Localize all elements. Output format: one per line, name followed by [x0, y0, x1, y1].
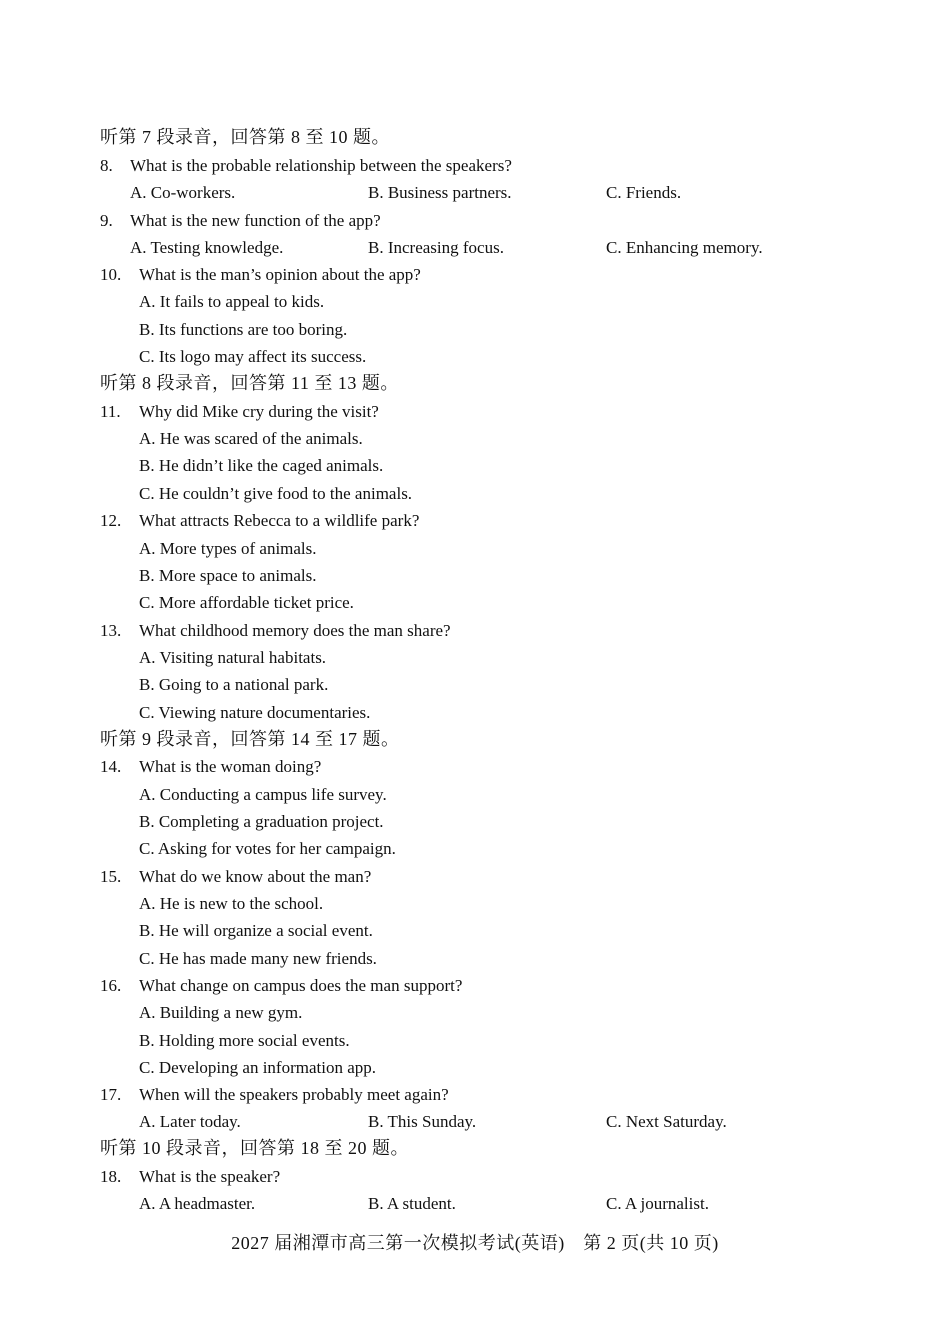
option-c: C. Asking for votes for her campaign. [139, 839, 396, 858]
option-b: B. Business partners. [368, 183, 512, 202]
option-a: A. Building a new gym. [139, 1003, 303, 1022]
question-text: Why did Mike cry during the visit? [139, 402, 379, 421]
question-11 [100, 398, 379, 425]
option-c: C. A journalist. [606, 1194, 709, 1213]
option-a: A. He is new to the school. [139, 894, 324, 913]
question-number: 15. [100, 867, 122, 886]
option-a: A. Later today. [139, 1112, 241, 1131]
option-a: A. It fails to appeal to kids. [139, 292, 325, 311]
option-b: B. A student. [368, 1194, 456, 1213]
question-number: 12. [100, 511, 122, 530]
option-b: B. This Sunday. [368, 1112, 477, 1131]
option-b: B. Holding more social events. [139, 1031, 350, 1050]
option-row [0, 1190, 950, 1217]
question-text: What is the man’s opinion about the app? [139, 265, 421, 284]
question-text: What change on campus does the man support? [139, 976, 463, 995]
option-c: C. Friends. [606, 183, 682, 202]
option-a: A. He was scared of the animals. [139, 429, 363, 448]
option-c: C. Viewing nature documentaries. [139, 703, 371, 722]
question-text: When will the speakers probably meet again? [139, 1085, 449, 1104]
option-a: A. Testing knowledge. [130, 238, 284, 257]
question-text: What do we know about the man? [139, 867, 372, 886]
question-number: 8. [100, 156, 113, 175]
option-a: A. More types of animals. [139, 539, 317, 558]
question-15 [100, 863, 371, 890]
option-c: C. Enhancing memory. [606, 238, 763, 257]
option-b: B. Increasing focus. [368, 238, 504, 257]
option-a: A. Co-workers. [130, 183, 236, 202]
option-b: B. More space to animals. [139, 566, 317, 585]
section-heading: 听第 9 段录音，回答第 14 至 17 题。 [100, 729, 400, 749]
question-number: 16. [100, 976, 122, 995]
question-number: 10. [100, 265, 122, 284]
question-16 [100, 972, 462, 999]
question-number: 14. [100, 757, 122, 776]
question-12 [100, 507, 419, 534]
question-text: What is the speaker? [139, 1167, 281, 1186]
question-text: What is the woman doing? [139, 757, 322, 776]
option-row [0, 1108, 950, 1135]
section-heading: 听第 8 段录音，回答第 11 至 13 题。 [100, 373, 399, 393]
option-a: A. Visiting natural habitats. [139, 648, 327, 667]
question-13 [100, 617, 451, 644]
option-c: C. Next Saturday. [606, 1112, 727, 1131]
option-a: A. A headmaster. [139, 1194, 256, 1213]
question-text: What is the probable relationship between the speakers? [130, 156, 512, 175]
option-a: A. Conducting a campus life survey. [139, 785, 387, 804]
option-b: B. He didn’t like the caged animals. [139, 456, 384, 475]
option-b: B. Its functions are too boring. [139, 320, 348, 339]
option-c: C. More affordable ticket price. [139, 593, 354, 612]
section-heading: 听第 7 段录音，回答第 8 至 10 题。 [100, 127, 390, 147]
option-c: C. Its logo may affect its success. [139, 347, 367, 366]
question-number: 9. [100, 211, 113, 230]
page-footer: 2027 届湘潭市高三第一次模拟考试(英语) 第 2 页(共 10 页) [231, 1233, 719, 1253]
question-14 [100, 753, 321, 780]
option-b: B. Going to a national park. [139, 675, 329, 694]
option-c: C. He has made many new friends. [139, 949, 377, 968]
question-text: What childhood memory does the man share? [139, 621, 451, 640]
question-9 [100, 207, 381, 234]
option-c: C. He couldn’t give food to the animals. [139, 484, 413, 503]
question-number: 11. [100, 402, 121, 421]
question-text: What attracts Rebecca to a wildlife park? [139, 511, 420, 530]
question-text: What is the new function of the app? [130, 211, 381, 230]
option-c: C. Developing an information app. [139, 1058, 377, 1077]
option-row [0, 234, 950, 261]
option-b: B. He will organize a social event. [139, 921, 373, 940]
question-17 [100, 1081, 449, 1108]
option-row [0, 179, 950, 206]
question-number: 13. [100, 621, 122, 640]
section-heading: 听第 10 段录音，回答第 18 至 20 题。 [100, 1138, 409, 1158]
question-number: 17. [100, 1085, 122, 1104]
question-8 [100, 152, 512, 179]
option-b: B. Completing a graduation project. [139, 812, 384, 831]
question-10 [100, 261, 421, 288]
question-18 [100, 1163, 280, 1190]
question-number: 18. [100, 1167, 122, 1186]
